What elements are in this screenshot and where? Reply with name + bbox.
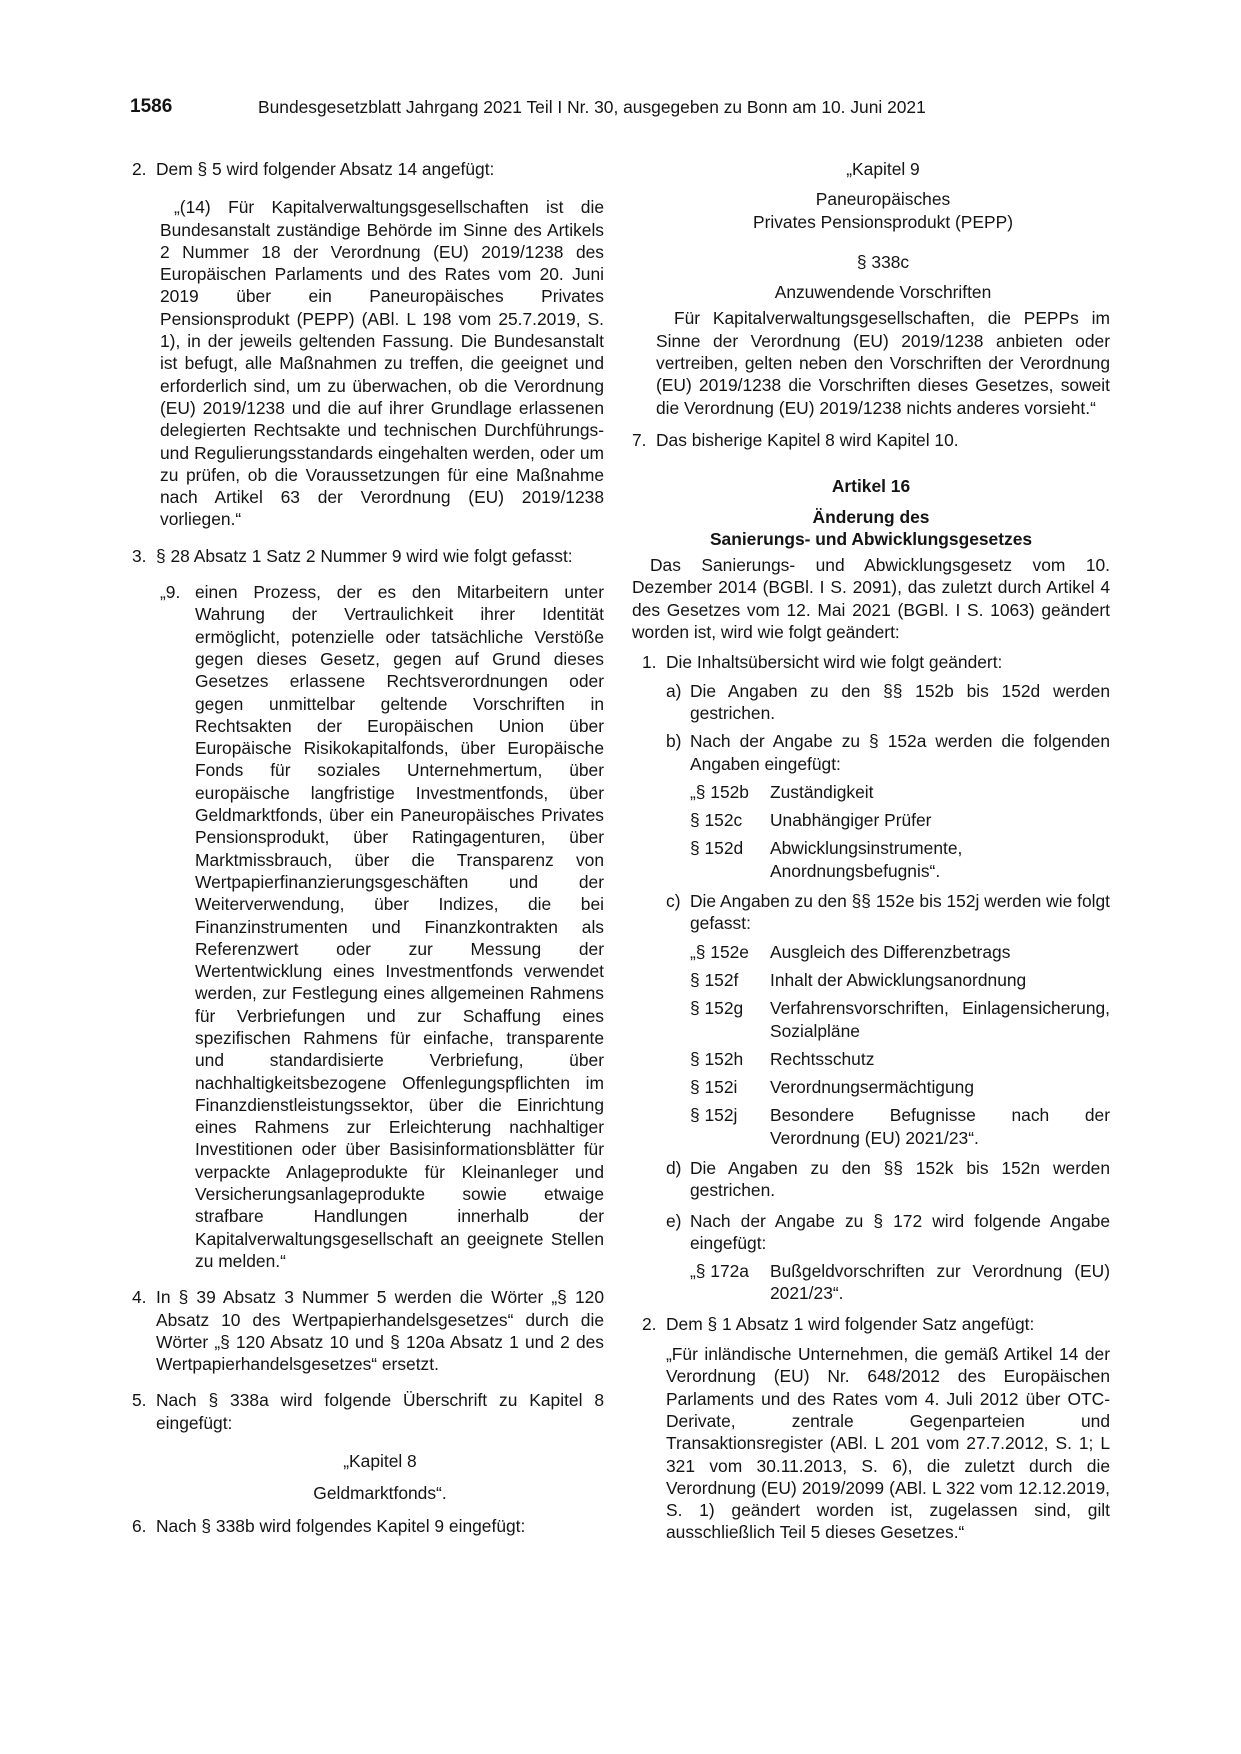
item-7: [632, 429, 1110, 451]
toc-entry: [690, 1076, 1110, 1098]
item-4: [132, 1286, 604, 1375]
article-title: Sanierungs- und Abwicklungsgesetzes: [709, 528, 1033, 549]
item-text: Nach § 338b wird folgendes Kapitel 9 eingefügt:: [156, 1515, 526, 1536]
item-5: [132, 1389, 604, 1434]
amendment-1: [642, 651, 1110, 673]
item-number: „9.: [160, 582, 181, 603]
chapter-heading: „Kapitel 9: [846, 159, 920, 179]
toc-key: § 152h: [690, 1048, 744, 1069]
item-text: Nach § 338a wird folgende Überschrift zu Kapitel 8 eingefügt:: [156, 1390, 604, 1433]
item-letter: b): [666, 731, 682, 752]
amendment-1e: [666, 1210, 1110, 1255]
chapter-heading: „Kapitel 8: [343, 1451, 417, 1472]
toc-value: Unabhängiger Prüfer: [770, 810, 932, 831]
toc-key: § 152j: [690, 1105, 738, 1126]
amendment-1b: [666, 730, 1110, 775]
item-text: § 28 Absatz 1 Satz 2 Nummer 9 wird wie folgt gefasst:: [156, 545, 573, 566]
toc-entry: [690, 837, 1110, 882]
quoted-paragraph: „(14) Für Kapitalverwaltungsgesellschaften ist die Bundesanstalt zuständige Behörde im Sinne des Artikels 2 Nummer 18 der Verordnung (EU) 2019/1238 des Europäischen Parlaments und des Rates vom 20. Juni 2019 über ein Paneuropäisches Privates Pensionsprodukt (PEPP) (ABl. L 198 vom 25.7.2019, S. 1), in der jeweils geltenden Fassung. Die Bundesanstalt ist befugt, alle Maßnahmen zu treffen, die geeignet und erforderlich sind, um zu überwachen, ob die Verordnung (EU) 2019/1238 und die auf ihrer Grundlage erlassenen delegierten Rechtsakte und technischen Durchführungs- und Regulierungsstandards eingehalten werden, oder um zu prüfen, ob die Voraussetzungen für eine Maßnahme nach Artikel 63 der Verordnung (EU) 2019/1238 vorliegen.“: [160, 197, 604, 530]
article-title: Änderung des: [812, 506, 930, 527]
item-number: 1.: [642, 652, 657, 673]
toc-value: Zuständigkeit: [770, 781, 874, 802]
toc-value: Rechtsschutz: [770, 1048, 875, 1069]
toc-key: § 152g: [690, 998, 744, 1019]
toc-key: § 152i: [690, 1077, 738, 1098]
toc-list-b: [690, 781, 1110, 882]
chapter-title: Paneuropäisches: [815, 189, 951, 210]
item-text: Die Angaben zu den §§ 152b bis 152d werden gestrichen.: [690, 680, 1110, 723]
toc-entry: [690, 809, 1110, 831]
item-number: 3.: [132, 545, 147, 566]
toc-value: Bußgeldvorschriften zur Verordnung (EU) 2021/23“.: [770, 1261, 1110, 1304]
item-text: Die Angaben zu den §§ 152k bis 152n werden gestrichen.: [690, 1157, 1110, 1201]
left-column: [132, 158, 604, 1537]
toc-key: § 152c: [690, 810, 743, 831]
chapter-title: Privates Pensionsprodukt (PEPP): [752, 211, 1013, 232]
item-text: Nach der Angabe zu § 152a werden die folgenden Angaben eingefügt:: [690, 731, 1110, 774]
toc-key: „§ 152b: [690, 781, 749, 802]
item-letter: c): [666, 891, 681, 912]
toc-entry: [690, 941, 1110, 963]
item-number: 4.: [132, 1287, 147, 1308]
page-number: 1586: [130, 96, 173, 117]
item-text: In § 39 Absatz 3 Nummer 5 werden die Wörter „§ 120 Absatz 10 des Wertpapierhandelsgesetzes“ durch die Wörter „§ 120 Absatz 10 und § 120a Absatz 1 und 2 des Wertpapierhandelsgesetzes“ ersetzt.: [156, 1287, 604, 1375]
item-number: 2.: [132, 159, 147, 179]
item-letter: d): [666, 1157, 682, 1178]
toc-value: Ausgleich des Differenzbetrags: [770, 941, 1011, 962]
right-column: [632, 158, 1110, 1544]
toc-entry: [690, 969, 1110, 991]
item-3: [132, 545, 604, 567]
section-title: Anzuwendende Vorschriften: [774, 282, 992, 303]
section-body: Für Kapitalverwaltungsgesellschaften, die PEPPs im Sinne der Verordnung (EU) 2019/1238 anbieten oder vertreiben, gelten neben den Vorschriften der Verordnung (EU) 2019/1238 die Vorschriften dieses Gesetzes, soweit die Verordnung (EU) 2019/1238 nichts anderes vorsieht.“: [656, 308, 1110, 418]
amendment-1d: [666, 1157, 1110, 1202]
article-number: Artikel 16: [831, 476, 911, 497]
item-text: Nach der Angabe zu § 172 wird folgende Angabe eingefügt:: [690, 1210, 1110, 1253]
item-letter: a): [666, 680, 682, 701]
toc-value: Verfahrensvorschriften, Einlagensicherung, Sozialpläne: [770, 998, 1110, 1041]
item-text: einen Prozess, der es den Mitarbeitern unter Wahrung der Vertraulichkeit ihrer Identität ermöglicht, potenzielle oder tatsächliche Verstöße gegen dieses Gesetz, gegen auf Grund dieses Gesetzes erlassene Rechtsverordnungen oder gegen unmittelbar geltende Vorschriften in Rechtsakten der Europäischen Union über Europäische Risikokapitalfonds, über Europäische Fonds für soziales Unternehmertum, über europäische langfristige Investmentfonds, über Geldmarktfonds, über ein Paneuropäisches Privates Pensionsprodukt, über Ratingagenturen, über Marktmissbrauch, über die Transparenz von Wertpapierfinanzierungsgeschäften und der Weiterverwendung, über Indizes, die bei Finanzinstrumenten und Finanzkontrakten als Referenzwert oder zur Messung der Wertentwicklung eines Investmentfonds verwendet werden, zur Festlegung eines allgemeinen Rahmens für Verbriefungen und zur Schaffung eines spezifischen Rahmens für einfache, transparente und standardisierte Verbriefung, über nachhaltigkeitsbezogene Offenlegungspflichten im Finanzdienstleistungssektor, über die Einrichtung eines Rahmens zur Erleichterung nachhaltiger Investitionen oder über Basisinformationsblätter für verpackte Anlageprodukte für Kleinanleger und Versicherungsanlageprodukte sowie etwaige strafbare Handlungen innerhalb der Kapitalverwaltungsgesellschaft an geeignete Stellen zu melden.“: [195, 582, 604, 1271]
toc-key: „§ 152e: [690, 941, 749, 962]
toc-entry: [690, 1260, 1110, 1305]
item-number: 6.: [132, 1515, 147, 1536]
toc-key: „§ 172a: [690, 1261, 749, 1282]
toc-entry: [690, 997, 1110, 1042]
item-text: Dem § 1 Absatz 1 wird folgender Satz angefügt:: [666, 1313, 1035, 1334]
item-text: Die Angaben zu den §§ 152e bis 152j werden wie folgt gefasst:: [690, 891, 1110, 934]
toc-list-c: [690, 941, 1110, 1149]
toc-entry: [690, 781, 1110, 803]
toc-entry: [690, 1048, 1110, 1070]
item-6: [132, 1515, 604, 1537]
amendment-2: [642, 1313, 1110, 1335]
toc-value: Besondere Befugnisse nach der Verordnung (EU) 2021/23“.: [770, 1105, 1110, 1148]
item-number: 2.: [642, 1313, 657, 1334]
amendment-1a: [666, 680, 1110, 725]
item-2: [132, 158, 604, 180]
item-number: 5.: [132, 1390, 147, 1411]
toc-value: Abwicklungsinstrumente, Anordnungsbefugnis“.: [770, 838, 963, 881]
item-number: 7.: [632, 429, 647, 450]
toc-key: § 152f: [690, 969, 739, 990]
item-text: Das bisherige Kapitel 8 wird Kapitel 10.: [656, 429, 959, 450]
item-text: Die Inhaltsübersicht wird wie folgt geändert:: [666, 652, 1003, 673]
item-3-subitem: [160, 581, 604, 1272]
toc-list-e: [690, 1260, 1110, 1305]
running-head: Bundesgesetzblatt Jahrgang 2021 Teil I Nr. 30, ausgegeben zu Bonn am 10. Juni 2021: [258, 97, 926, 117]
toc-value: Verordnungsermächtigung: [770, 1077, 974, 1098]
toc-key: § 152d: [690, 838, 744, 859]
item-text: Dem § 5 wird folgender Absatz 14 angefügt:: [156, 159, 495, 179]
chapter-title: Geldmarktfonds“.: [313, 1483, 447, 1504]
quoted-paragraph: „Für inländische Unternehmen, die gemäß Artikel 14 der Verordnung (EU) Nr. 648/2012 des Europäischen Parlaments und des Rates vom 4. Juli 2012 über OTC-Derivate, zentrale Gegenparteien und Transaktionsregister (ABl. L 201 vom 27.7.2012, S. 1; L 321 vom 30.11.2013, S. 6), die zuletzt durch die Verordnung (EU) 2019/2099 (ABl. L 322 vom 12.12.2019, S. 1) geändert worden ist, zugelassen sind, gilt ausschließlich Teil 5 dieses Gesetzes.“: [666, 1344, 1110, 1543]
article-intro: Das Sanierungs- und Abwicklungsgesetz vom 10. Dezember 2014 (BGBl. I S. 2091), das zuletzt durch Artikel 4 des Gesetzes vom 12. Mai 2021 (BGBl. I S. 1063) geändert worden ist, wird wie folgt geändert:: [632, 555, 1110, 643]
amendment-1c: [666, 890, 1110, 935]
toc-value: Inhalt der Abwicklungsanordnung: [770, 969, 1027, 990]
toc-entry: [690, 1104, 1110, 1149]
item-letter: e): [666, 1210, 682, 1231]
section-number: § 338c: [856, 251, 910, 272]
